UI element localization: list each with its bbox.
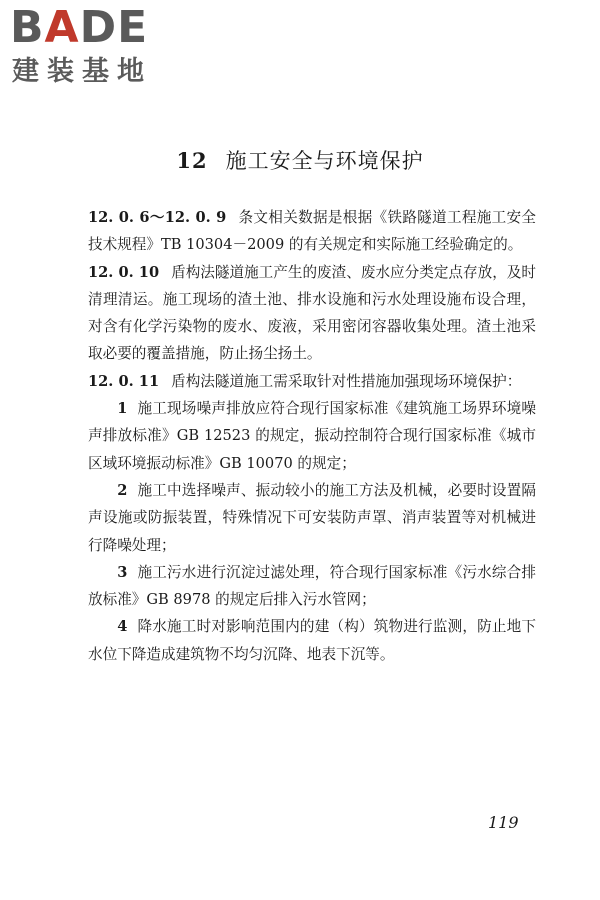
item-number: 4 xyxy=(117,618,128,636)
chapter-number: 12 xyxy=(176,148,208,173)
clause-paragraph xyxy=(88,368,536,395)
clause-text: 条文相关数据是根据《铁路隧道工程施工安全技术规程》TB 10304－2009 的有关规定和实际施工经验确定的。 xyxy=(88,209,536,254)
item-number: 2 xyxy=(117,481,128,499)
item-text: 施工中选择噪声、振动较小的施工方法及机械，必要时设置隔声设施或防振装置，特殊情况下可安装防声罩、消声装置等对机械进行降噪处理； xyxy=(88,481,536,554)
item-number: 1 xyxy=(117,400,128,418)
list-item xyxy=(88,559,536,614)
clause-number: 12. 0. 11 xyxy=(88,372,160,390)
logo-subtitle: 建装基地 xyxy=(12,56,152,87)
list-item xyxy=(88,613,536,668)
chapter-title xyxy=(0,145,600,175)
body-text xyxy=(88,204,536,668)
clause-paragraph xyxy=(88,259,536,368)
page-number: 119 xyxy=(488,813,519,832)
clause-text: 盾构法隧道施工产生的废渣、废水应分类定点存放，及时清理清运。施工现场的渣土池、排水设施和污水处理设施布设合理，对含有化学污染物的废水、废液，采用密闭容器收集处理。渣土池采取必要的覆盖措施，防止扬尘扬土。 xyxy=(88,263,536,363)
item-number: 3 xyxy=(117,563,128,581)
clause-paragraph xyxy=(88,204,536,259)
logo-wordmark: BADE xyxy=(10,2,149,53)
chapter-title-text: 施工安全与环境保护 xyxy=(225,149,424,173)
clause-number: 12. 0. 10 xyxy=(88,263,160,281)
item-text: 降水施工时对影响范围内的建（构）筑物进行监测，防止地下水位下降造成建筑物不均匀沉降、地表下沉等。 xyxy=(88,618,536,663)
item-text: 施工污水进行沉淀过滤处理，符合现行国家标准《污水综合排放标准》GB 8978 的规定后排入污水管网； xyxy=(88,563,536,609)
clause-number: 12. 0. 6～12. 0. 9 xyxy=(88,209,227,226)
item-text: 施工现场噪声排放应符合现行国家标准《建筑施工场界环境噪声排放标准》GB 12523 的规定，振动控制符合现行国家标准《城市区域环境振动标准》GB 10070 的规定； xyxy=(88,400,536,472)
clause-text: 盾构法隧道施工需采取针对性措施加强现场环境保护： xyxy=(171,372,522,390)
list-item xyxy=(88,477,536,559)
list-item xyxy=(88,395,536,477)
logo xyxy=(10,4,180,90)
